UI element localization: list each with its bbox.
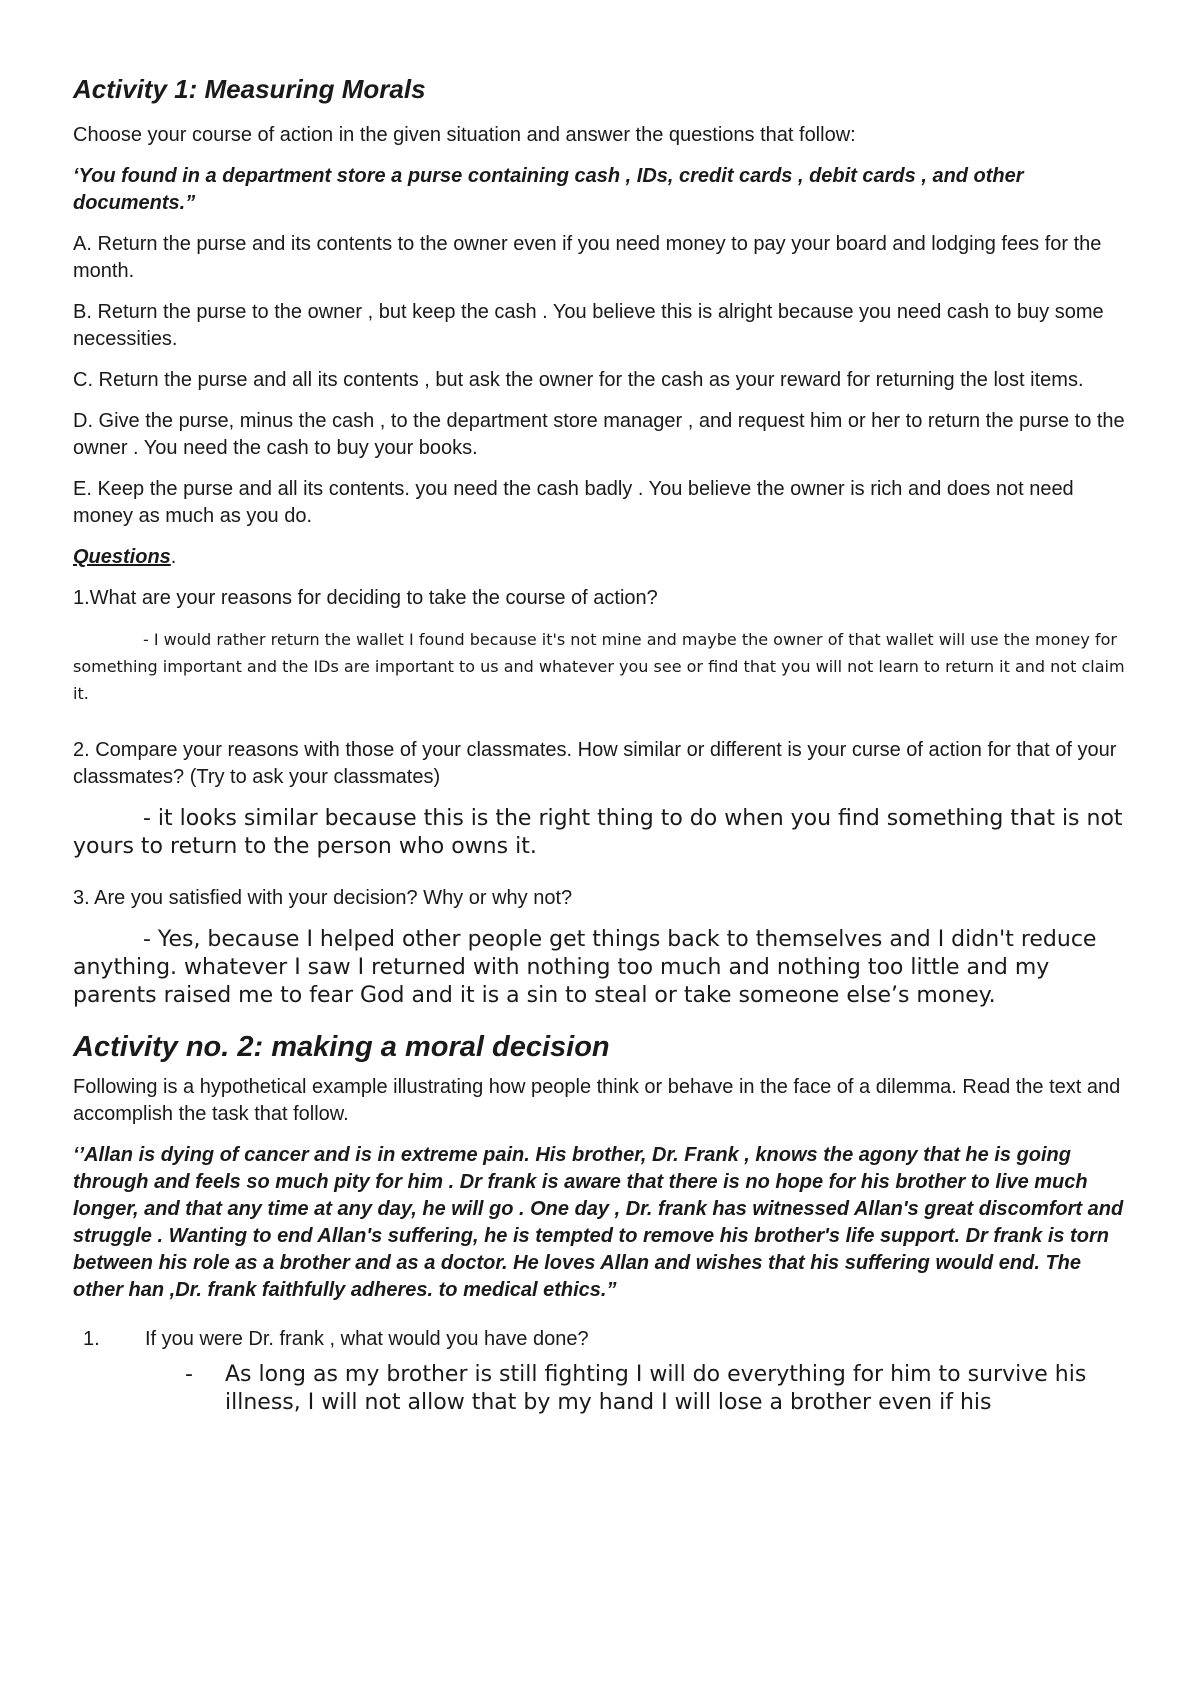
- questions-heading: Questions: [73, 546, 171, 568]
- question-3: 3. Are you satisfied with your decision? Why or why not?: [73, 887, 573, 909]
- answer-dash: -: [185, 1362, 193, 1387]
- questions-heading-suffix: .: [170, 546, 177, 568]
- answer-2: - it looks similar because this is the right thing to do when you find something that is not yours to return to the person who owns it.: [73, 806, 1123, 859]
- option-b: B. Return the purse to the owner , but keep the cash . You believe this is alright because you need cash to buy some necessities.: [73, 301, 1104, 350]
- activity2-title: Activity no. 2: making a moral decision: [73, 1031, 610, 1063]
- question-text: If you were Dr. frank , what would you have done?: [145, 1328, 589, 1350]
- activity2-question-1: [73, 1326, 1133, 1353]
- option-e: E. Keep the purse and all its contents. you need the cash badly . You believe the owner is rich and does not need money as much as you do.: [73, 478, 1074, 527]
- question-1: 1.What are your reasons for deciding to take the course of action?: [73, 587, 658, 609]
- activity2-answer-1: [73, 1361, 1133, 1417]
- option-a: A. Return the purse and its contents to the owner even if you need money to pay your board and lodging fees for the month.: [73, 233, 1102, 282]
- activity1-title: Activity 1: Measuring Morals: [73, 74, 426, 104]
- answer-3: - Yes, because I helped other people get things back to themselves and I didn't reduce anything. whatever I saw I returned with nothing too much and nothing too little and my parents raised me to fear God and it is a sin to steal or take someone else’s money.: [73, 927, 1097, 1008]
- answer-text: As long as my brother is still fighting I will do everything for him to survive his illness, I will not allow that by my hand I will lose a brother even if his: [225, 1362, 1087, 1415]
- document-page: [73, 72, 1133, 1417]
- option-c: C. Return the purse and all its contents , but ask the owner for the cash as your reward for returning the lost items.: [73, 369, 1084, 391]
- question-2: 2. Compare your reasons with those of your classmates. How similar or different is your curse of action for that of your classmates? (Try to ask your classmates): [73, 739, 1117, 788]
- activity1-instruction: Choose your course of action in the given situation and answer the questions that follow:: [73, 124, 856, 146]
- question-number: 1.: [83, 1328, 100, 1350]
- option-d: D. Give the purse, minus the cash , to the department store manager , and request him or her to return the purse to the owner . You need the cash to buy your books.: [73, 410, 1125, 459]
- activity2-intro: Following is a hypothetical example illustrating how people think or behave in the face of a dilemma. Read the text and accomplish the task that follow.: [73, 1076, 1121, 1125]
- activity2-story: ‘’Allan is dying of cancer and is in extreme pain. His brother, Dr. Frank , knows the agony that he is going through and feels so much pity for him . Dr frank is aware that there is no hope for his brother to live much longer, and that any time at any day, he will go . One day , Dr. frank has witnessed Allan's great discomfort and struggle . Wanting to end Allan's suffering, he is tempted to remove his brother's life support. Dr frank is torn between his role as a brother and as a doctor. He loves Allan and wishes that his suffering would end. The other han ,Dr. frank faithfully adheres. to medical ethics.”: [73, 1144, 1124, 1301]
- answer-1: - I would rather return the wallet I found because it's not mine and maybe the owner of that wallet will use the money for something important and the IDs are important to us and whatever you see or find that you will not learn to return it and not claim it.: [73, 630, 1125, 703]
- activity1-situation: ‘You found in a department store a purse containing cash , IDs, credit cards , debit cards , and other documents.”: [73, 165, 1024, 214]
- questions-heading-row: [73, 544, 1133, 571]
